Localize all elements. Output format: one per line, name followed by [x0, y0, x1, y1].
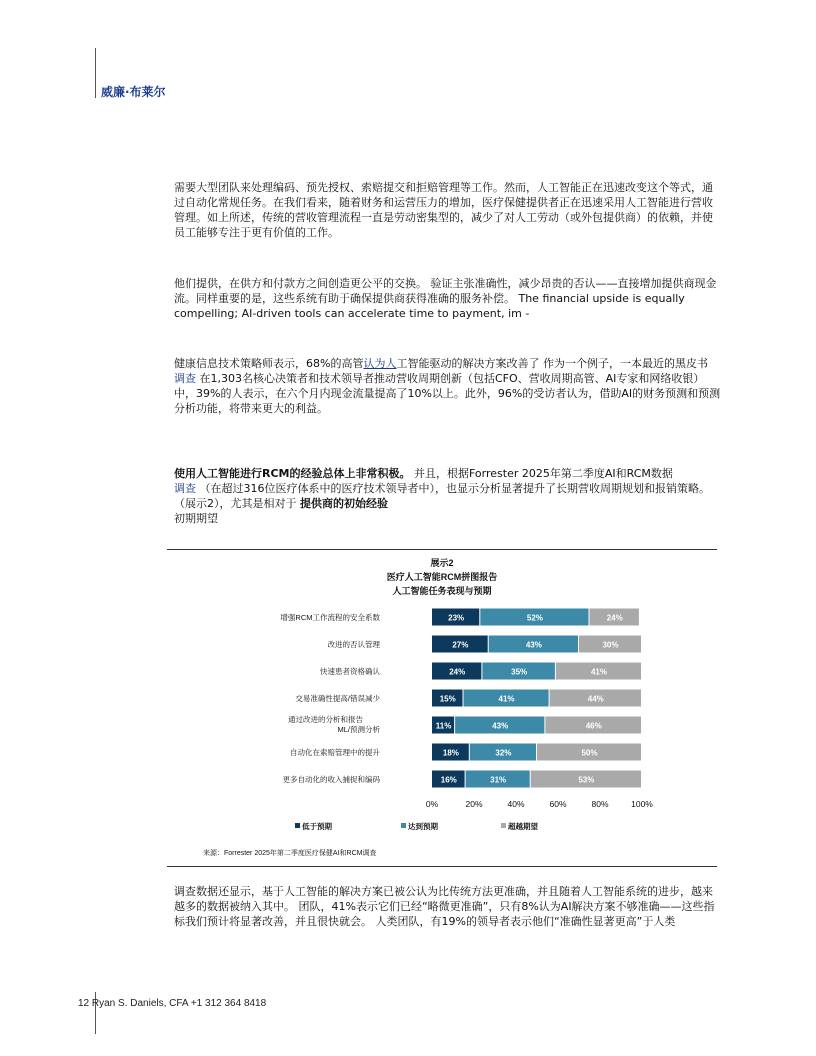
data-label: 24%: [606, 613, 623, 623]
data-label: 27%: [452, 640, 469, 650]
paragraph-1: [174, 180, 722, 240]
legend-entry: 低于预期: [302, 822, 332, 831]
exhibit-label: 展示2: [430, 558, 454, 568]
data-label: 41%: [590, 667, 607, 677]
stacked-bar-chart: [167, 550, 717, 866]
paragraph-4-bold-b: 提供商的初始经验: [300, 497, 388, 510]
data-label: 50%: [581, 748, 598, 758]
x-tick-label: 80%: [591, 799, 609, 809]
category-label: ML/预测分析: [337, 725, 380, 734]
footer-author: 12 Ryan S. Daniels, CFA +1 312 364 8418: [78, 998, 267, 1009]
x-tick-label: 20%: [465, 799, 483, 809]
legend-entry: 达到预期: [408, 822, 438, 831]
brand-name: 威廉·布莱尔: [101, 85, 166, 99]
category-label: 改进的否认管理: [327, 640, 380, 649]
data-label: 18%: [442, 748, 459, 758]
data-label: 24%: [449, 667, 466, 677]
exhibit-2-chart: [167, 549, 717, 867]
inline-link-believe[interactable]: 认为人: [363, 357, 397, 370]
data-label: 11%: [435, 721, 452, 731]
paragraph-2: [174, 276, 722, 321]
data-label: 46%: [585, 721, 602, 731]
paragraph-1-text: 需要大型团队来处理编码、预先授权、索赔提交和拒赔管理等工作。然而，人工智能正在迅速改变这个等式，通过自动化常规任务。在我们看来，随着财务和运营压力的增加，医疗保健提供者正在迅速采用人工智能进行营收管理。如上所述，传统的营收管理流程一直是劳动密集型的，减少了对人工劳动（或外包提供商）的依赖，并使员工能够专注于更有价值的工作。: [174, 181, 713, 239]
paragraph-3-lead-tail: 工智能驱动的解决方案改善了 作为一个例子，一本最近的黑皮书: [396, 357, 708, 370]
category-label: 更多自动化的收入捕捉和编码: [282, 775, 380, 784]
chart-subtitle: 人工智能任务表现与预期: [392, 586, 492, 596]
category-label: 通过改进的分析和报告: [288, 715, 363, 724]
data-label: 32%: [495, 748, 512, 758]
survey-link[interactable]: 调查: [174, 372, 196, 385]
paragraph-5: [174, 884, 722, 929]
legend-swatch: [295, 823, 300, 828]
paragraph-3-lead: 健康信息技术策略师表示，68%的高管: [174, 357, 364, 370]
category-label: 增强RCM工作流程的安全系数: [280, 613, 380, 622]
header-rule: [95, 48, 96, 98]
paragraph-4-text-a: 并且，根据Forrester 2025年第二季度AI和RCM数据: [410, 467, 673, 480]
data-label: 30%: [602, 640, 619, 650]
paragraph-4-text-b: （在超过316位医疗体系中的医疗技术领导者中），也显示分析显著提升了长期营收周期规划和报销策略。（展示2），尤其是相对于: [174, 482, 710, 510]
data-label: 15%: [439, 694, 456, 704]
data-label: 35%: [511, 667, 528, 677]
paragraph-5-text: 调查数据还显示，基于人工智能的解决方案已被公认为比传统方法更准确，并且随着人工智能系统的进步，越来越多的数据被纳入其中。 团队，41%表示它们已经“略微更准确”，只有8%认为AI解决方案不够准确——这些指标我们预计将显著改善，并且很快就会。 人类团队，有19%的领导者表示他们“准确性显著更高”于人类: [174, 885, 715, 928]
legend-entry: 超越期望: [508, 822, 538, 831]
paragraph-3-body: 在1,303名核心决策者和技术领导者推动营收周期创新（包括CFO、营收周期高管、AI专家和网络收银）中，39%的人表示，在六个月内现金流量提高了10%以上。此外，96%的受访者认为，借助AI的财务预测和预测分析功能，将带来更大的利益。: [174, 372, 721, 415]
chart-title: 医疗人工智能RCM拼图报告: [386, 572, 498, 582]
paragraph-3: [174, 356, 722, 416]
category-label: 交易准确性提高/错误减少: [295, 694, 380, 703]
data-label: 44%: [587, 694, 604, 704]
data-label: 52%: [526, 613, 543, 623]
category-label: 快速患者资格确认: [320, 667, 380, 676]
category-label: 自动化在索赔管理中的提升: [290, 748, 380, 757]
data-label: 41%: [498, 694, 515, 704]
data-label: 53%: [578, 775, 595, 785]
x-tick-label: 60%: [549, 799, 567, 809]
paragraph-4-lead: 使用人工智能进行RCM的经验总体上非常积极。: [174, 467, 411, 480]
data-label: 31%: [490, 775, 507, 785]
legend-swatch: [401, 823, 406, 828]
data-label: 43%: [492, 721, 509, 731]
paragraph-4: [174, 466, 722, 526]
paragraph-4-text-c: 初期期望: [174, 512, 218, 525]
x-tick-label: 100%: [631, 799, 653, 809]
data-label: 23%: [448, 613, 465, 623]
paragraph-2-text: 他们提供，在供方和付款方之间创造更公平的交换。 验证主张准确性，减少昂贵的否认——直接增加提供商现金流。同样重要的是，这些系统有助于确保提供商获得准确的服务补偿。 The financial upside is equally compelling; AI-driven tools can accelerate time to payment, im -: [174, 277, 717, 320]
data-label: 43%: [525, 640, 542, 650]
data-label: 16%: [440, 775, 457, 785]
chart-source: 来源：Forrester 2025年第二季度医疗保健AI和RCM调查: [203, 850, 377, 857]
x-tick-label: 0%: [425, 799, 439, 809]
forrester-survey-link[interactable]: 调查: [174, 482, 196, 495]
legend-swatch: [501, 823, 506, 828]
x-tick-label: 40%: [507, 799, 525, 809]
